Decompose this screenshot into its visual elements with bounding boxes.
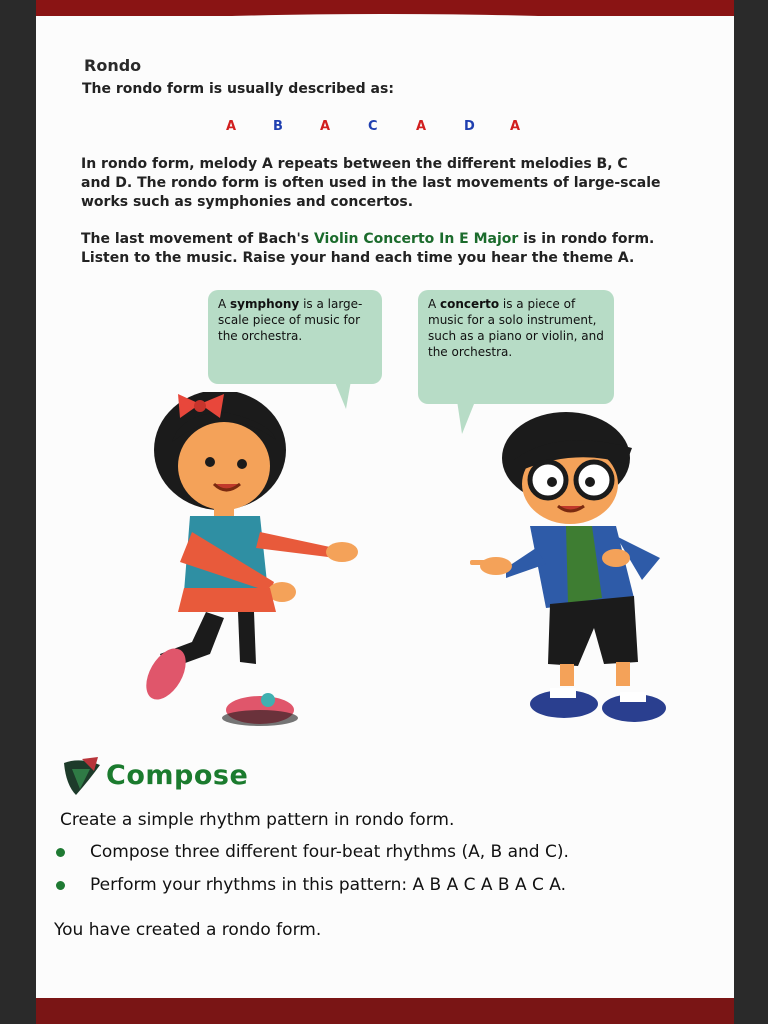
listening-instruction	[81, 230, 701, 268]
bullet-text: Perform your rhythms in this pattern: A B A C A B A C A.	[90, 875, 567, 895]
bullet-text: Compose three different four-beat rhythms (A, B and C).	[90, 842, 569, 862]
compose-pen-icon	[60, 755, 104, 799]
pattern-letter: A	[416, 119, 427, 134]
rondo-description	[81, 155, 701, 212]
paragraph-line: In rondo form, melody A repeats between the different melodies B, C	[81, 156, 628, 172]
bubble-post: is a piece of music for a solo instrument, such as a piano or violin, and the orchestra.	[428, 297, 604, 359]
intro-text	[82, 81, 394, 97]
pattern-letter: C	[368, 119, 378, 134]
pattern-letter: A	[510, 119, 521, 134]
pattern-letter: B	[273, 119, 283, 134]
section-heading: Rondo	[84, 56, 142, 75]
intro-bold: rondo	[115, 81, 163, 97]
intro-post: form is usually described as:	[162, 81, 394, 97]
concerto-title: Violin Concerto In E Major	[313, 231, 519, 247]
bubble-term: symphony	[230, 297, 300, 311]
paragraph-line: and D. The rondo form is often used in the last movements of large-scale	[81, 175, 661, 191]
bubble-pre: A	[218, 297, 231, 311]
concerto-speech-bubble	[418, 290, 614, 404]
instruction-post: is in rondo form.	[518, 231, 655, 247]
instruction-pre: The last movement of Bach's	[81, 231, 314, 247]
paragraph-line: Listen to the music. Raise your hand each time you hear the theme A.	[81, 250, 635, 266]
bubble-post: is a large-scale piece of music for the orchestra.	[218, 297, 363, 343]
conclusion-text: You have created a rondo form.	[54, 920, 322, 940]
symphony-speech-bubble	[208, 290, 382, 384]
paragraph-line: works such as symphonies and concertos.	[81, 194, 414, 210]
compose-heading: Compose	[106, 760, 249, 791]
bullet-dot-icon	[56, 881, 65, 890]
bubble-pre: A	[428, 297, 441, 311]
intro-pre: The	[82, 81, 116, 97]
compose-task: Create a simple rhythm pattern in rondo form.	[60, 810, 455, 830]
pattern-letter: D	[464, 119, 475, 134]
bubble-term: concerto	[440, 297, 500, 311]
pattern-letter: A	[320, 119, 331, 134]
top-border	[36, 0, 734, 16]
bottom-border	[36, 998, 734, 1024]
pattern-letter: A	[226, 119, 237, 134]
boy-illustration	[466, 408, 686, 738]
bullet-dot-icon	[56, 848, 65, 857]
girl-illustration	[120, 392, 400, 737]
paragraph-line	[81, 230, 701, 249]
textbook-page	[36, 0, 734, 1024]
rondo-pattern	[226, 119, 546, 137]
